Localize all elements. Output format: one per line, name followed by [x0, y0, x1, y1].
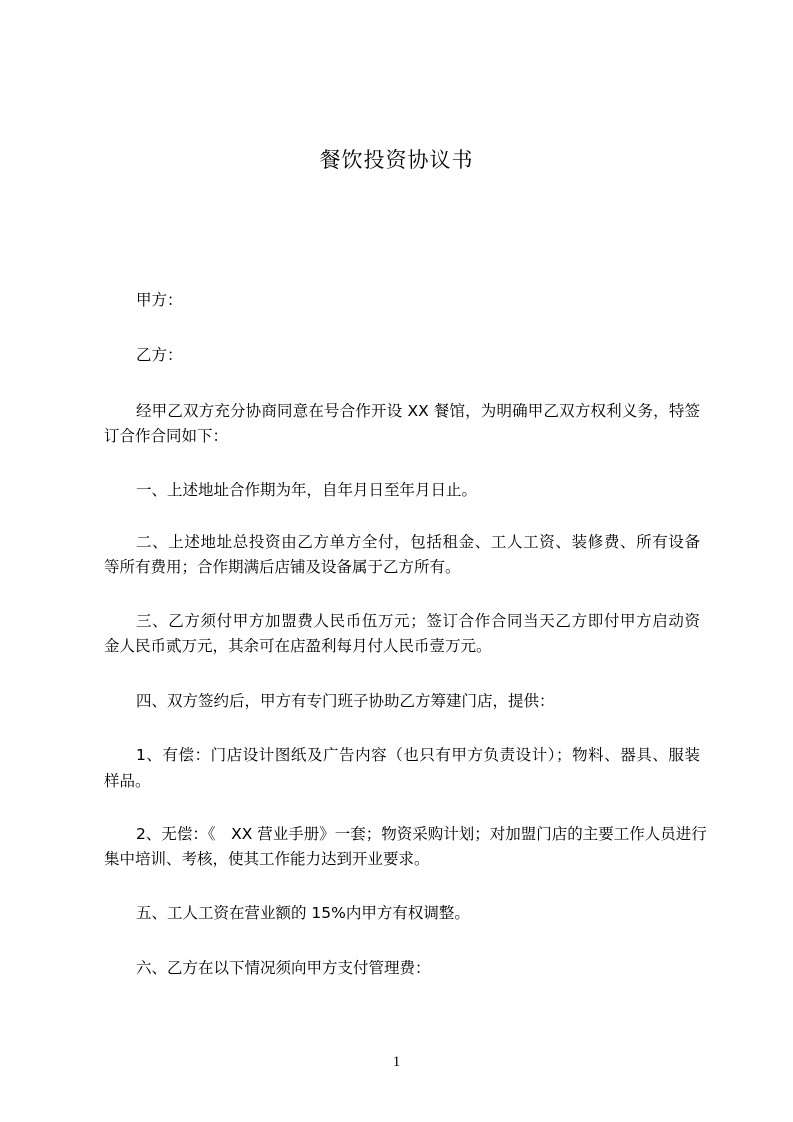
- clause-4-item-2-line-1: 2、无偿：《 XX 营业手册》一套；物资采购计划；对加盟门店的主要工作人员进行: [136, 825, 707, 843]
- party-b-label: 乙方：: [136, 346, 183, 364]
- page-number: 1: [392, 1054, 401, 1070]
- clause-1: 一、上述地址合作期为年，自年月日至年月日止。: [136, 481, 478, 499]
- intro-line-1: 经甲乙双方充分协商同意在号合作开设 XX 餐馆，为明确甲乙双方权利义务，特签: [136, 402, 700, 420]
- intro-line-2: 订合作合同如下：: [104, 427, 229, 445]
- clause-4-item-2-line-2: 集中培训、考核，使其工作能力达到开业要求。: [104, 850, 430, 868]
- clause-2-line-2: 等所有费用；合作期满后店铺及设备属于乙方所有。: [104, 558, 461, 576]
- clause-3-line-1: 三、乙方须付甲方加盟费人民币伍万元；签订合作合同当天乙方即付甲方启动资: [136, 612, 700, 630]
- clause-3-line-2: 金人民币贰万元，其余可在店盈利每月付人民币壹万元。: [104, 637, 492, 655]
- document-title: 餐饮投资协议书: [319, 148, 474, 172]
- clause-4: 四、双方签约后，甲方有专门班子协助乙方筹建门店，提供：: [136, 692, 555, 710]
- party-a-label: 甲方：: [136, 291, 183, 309]
- clause-4-item-1-line-1: 1、有偿：门店设计图纸及广告内容（也只有甲方负责设计）；物料、器具、服装: [136, 746, 700, 764]
- clause-6: 六、乙方在以下情况须向甲方支付管理费：: [136, 959, 431, 977]
- clause-5: 五、工人工资在营业额的 15%内甲方有权调整。: [136, 904, 470, 922]
- clause-2-line-1: 二、上述地址总投资由乙方单方全付，包括租金、工人工资、装修费、所有设备: [136, 533, 700, 551]
- clause-4-item-1-line-2: 样品。: [104, 772, 151, 790]
